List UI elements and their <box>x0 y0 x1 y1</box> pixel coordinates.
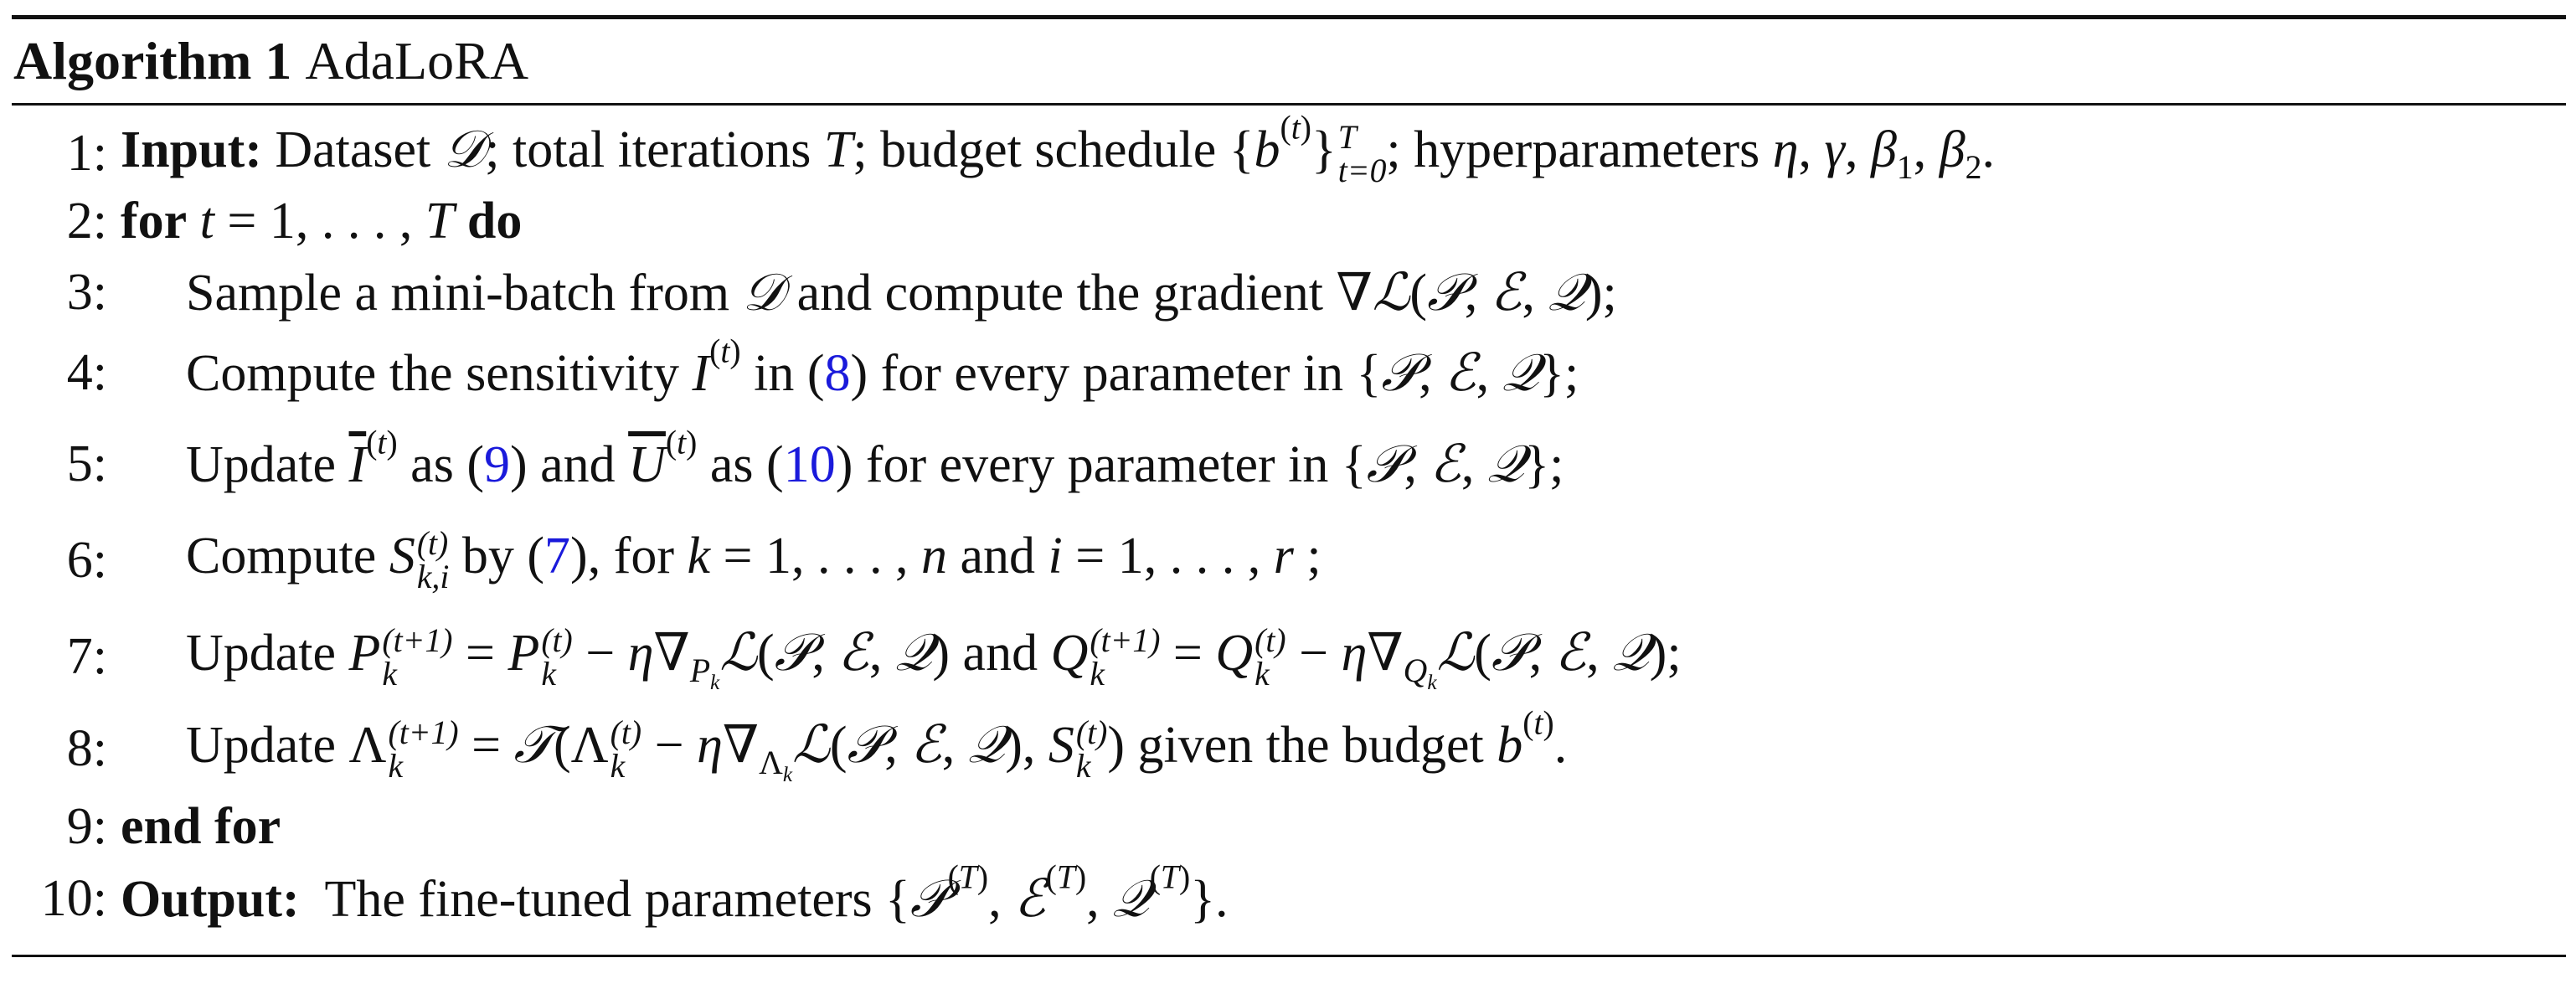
line-number: 9: <box>66 797 107 855</box>
line-number: 3: <box>66 263 107 321</box>
line-number: 5: <box>66 435 107 492</box>
algorithm-line-5 <box>12 415 2566 512</box>
line-number: 4: <box>66 343 107 401</box>
for-keyword: for <box>121 192 188 250</box>
line-number: 10: <box>40 869 107 927</box>
line-body: Output: The fine-tuned parameters {𝒫$^{(T)}$, ℰ$^{(T)}$, 𝒬$^{(T)}$}. <box>121 858 1229 929</box>
input-keyword: Input: <box>121 121 262 179</box>
algorithm-name: AdaLoRA <box>305 31 529 90</box>
algorithm-line-7 <box>12 608 2566 705</box>
line-body: Input: Dataset 𝒟; total iterations T; budget schedule $\{b^{(t)}\}$ T t=0 ; hyperparameters η, γ, $\beta_1$, $\beta_2$. <box>121 109 1995 190</box>
line-body: for t = 1, . . . , T do <box>121 192 523 250</box>
algorithm-line-8 <box>12 705 2566 792</box>
algorithm-lines <box>12 106 2566 936</box>
line-number: 6: <box>66 531 107 589</box>
equation-ref-10[interactable]: 10 <box>783 436 836 493</box>
do-keyword: do <box>466 192 523 250</box>
line-body: Update P (t+1) k = P (t) k − $\eta\nabla_{P_k}ℒ(𝒫$, ℰ, 𝒬) and Q (t+1) k = Q (t) k − $\eta\nabla_{Q_k}ℒ(𝒫$, ℰ, 𝒬); <box>186 621 1682 695</box>
line-body: Update Λ (t+1) k = 𝒯(Λ (t) k − $\eta\nabla_{\Lambda_k}ℒ(𝒫$, ℰ, 𝒬), S (t) k ) given the budget $b^{(t)}$. <box>186 704 1568 787</box>
equation-ref-9[interactable]: 9 <box>483 436 510 493</box>
algorithm-line-10 <box>12 858 2566 936</box>
line-number: 7: <box>66 627 107 685</box>
algorithm-line-9 <box>12 792 2566 861</box>
end-for-keyword: end for <box>121 797 281 855</box>
equation-ref-7[interactable]: 7 <box>544 527 571 585</box>
algorithm-line-6 <box>12 512 2566 608</box>
equation-ref-8[interactable]: 8 <box>824 345 851 402</box>
line-body: Compute S (t) k,i by (7), for k = 1, . . . , n and i = 1, . . . , r ; <box>186 524 1321 595</box>
line-number: 1: <box>66 124 107 182</box>
line-number: 8: <box>66 719 107 777</box>
bottom-rule <box>12 955 2566 957</box>
algorithm-line-3 <box>12 255 2566 330</box>
algorithm-line-4 <box>12 330 2566 415</box>
line-body: Sample a mini-batch from 𝒟 and compute the gradient ∇ℒ(𝒫, ℰ, 𝒬); <box>186 261 1617 322</box>
algorithm-block <box>12 15 2566 957</box>
algorithm-label: Algorithm 1 <box>13 31 292 90</box>
algorithm-line-1 <box>12 109 2566 190</box>
line-number: 2: <box>66 192 107 250</box>
algorithm-title <box>12 19 2566 103</box>
line-body <box>121 797 281 857</box>
output-keyword: Output: <box>121 871 300 928</box>
line-body: Update $\overline{I}^{(t)}$ as (9) and $\overline{U}^{(t)}$ as (10) for every parameter in {𝒫, ℰ, 𝒬}; <box>186 424 1564 494</box>
line-body: Compute the sensitivity $I^{(t)}$ in (8) for every parameter in {𝒫, ℰ, 𝒬}; <box>186 332 1579 403</box>
algorithm-line-2 <box>12 188 2566 255</box>
